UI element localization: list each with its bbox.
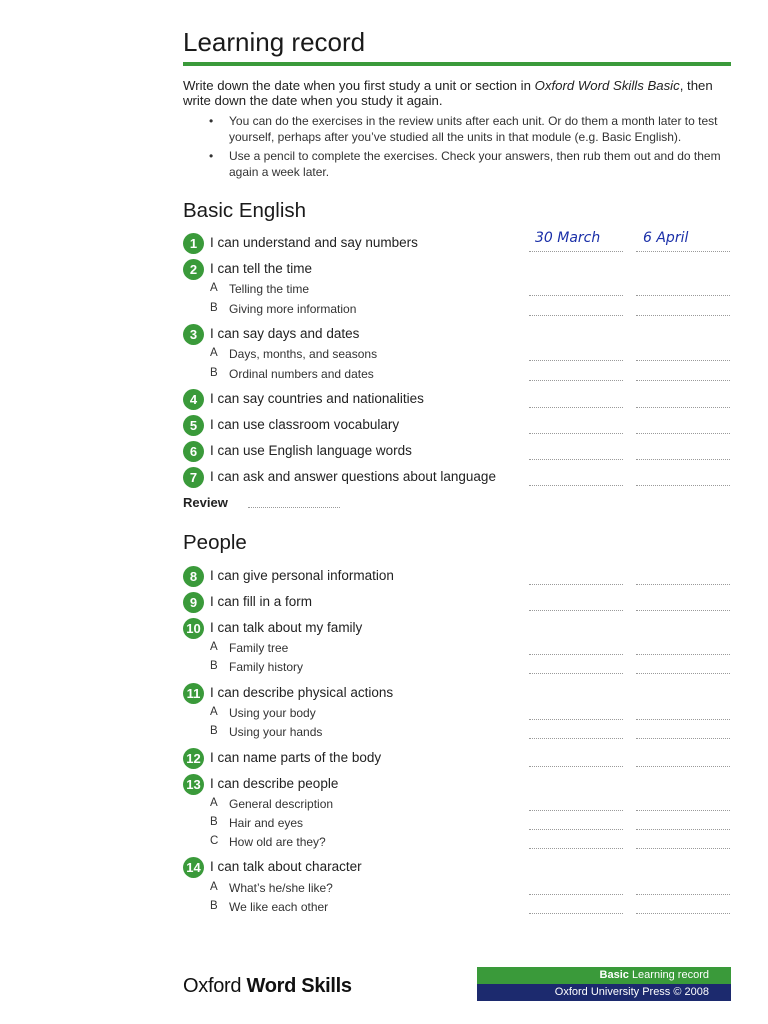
sub-section-label: Days, months, and seasons (229, 347, 378, 361)
sub-section-row (183, 833, 731, 851)
unit-row (183, 232, 731, 256)
second-study-date-field[interactable] (636, 407, 730, 408)
second-study-date-field[interactable] (636, 610, 730, 611)
instruction-item: • You can do the exercises in the review units after each unit. Or do them a month later to test yourself, perhaps after you’ve studied all the units in that module (e.g. Basic English). (205, 113, 727, 145)
sub-section-label: What’s he/she like? (229, 881, 333, 895)
sub-section-letter: B (210, 367, 218, 379)
sub-section-label: General description (229, 797, 334, 811)
instruction-item: • Use a pencil to complete the exercises. Check your answers, then rub them out and do them again a week later. (205, 148, 727, 180)
unit-number-badge: 2 (183, 259, 204, 280)
unit-number-badge: 1 (183, 233, 204, 254)
unit-number-badge: 8 (183, 566, 204, 587)
unit-number-badge: 10 (183, 618, 204, 639)
first-study-date-field[interactable] (529, 610, 623, 611)
footer-copyright-bar: Oxford University Press © 2008 (477, 984, 731, 1001)
first-study-date-field[interactable] (529, 719, 623, 720)
oxford-word-skills-logo (183, 975, 352, 998)
unit-number-badge: 14 (183, 857, 204, 878)
sub-section-row (183, 280, 731, 298)
second-study-date-field[interactable] (636, 654, 730, 655)
first-study-date-field[interactable] (529, 251, 623, 252)
second-study-date-field[interactable] (636, 829, 730, 830)
unit-label: I can fill in a form (210, 594, 313, 609)
sub-section-letter: A (210, 282, 218, 294)
second-study-date-field[interactable] (636, 380, 730, 381)
unit-label: I can name parts of the body (210, 750, 382, 765)
unit-label: I can tell the time (210, 261, 313, 276)
unit-row (183, 617, 731, 641)
unit-label: I can use classroom vocabulary (210, 417, 400, 432)
unit-label: I can ask and answer questions about language (210, 469, 496, 484)
second-study-date-handwritten: 6 April (643, 230, 689, 246)
sub-section-label: Family history (229, 660, 304, 674)
second-study-date-field[interactable] (636, 360, 730, 361)
sub-section-row (183, 723, 731, 741)
first-study-date-field[interactable] (529, 433, 623, 434)
sub-section-row (183, 814, 731, 832)
sub-section-label: Family tree (229, 641, 289, 655)
sub-section-row (183, 658, 731, 676)
intro-text-post: , then write down the date when you study it again. (183, 78, 713, 108)
first-study-date-field[interactable] (529, 459, 623, 460)
unit-row (183, 466, 731, 490)
section-title-basic-english: Basic English (183, 199, 307, 222)
sub-section-row (183, 300, 731, 318)
unit-row (183, 323, 731, 347)
unit-label: I can give personal information (210, 568, 394, 583)
unit-row (183, 414, 731, 438)
unit-row (183, 565, 731, 589)
unit-label: I can say days and dates (210, 326, 360, 341)
first-study-date-field[interactable] (529, 360, 623, 361)
sub-section-letter: A (210, 881, 218, 893)
first-study-date-field[interactable] (529, 654, 623, 655)
sub-section-letter: B (210, 660, 218, 672)
sub-section-label: Hair and eyes (229, 816, 304, 830)
title-rule (183, 62, 731, 66)
unit-row (183, 682, 731, 706)
unit-label: I can describe people (210, 776, 339, 791)
sub-section-label: How old are they? (229, 835, 326, 849)
first-study-date-field[interactable] (529, 295, 623, 296)
sub-section-label: Using your hands (229, 725, 323, 739)
second-study-date-field[interactable] (636, 738, 730, 739)
first-study-date-field[interactable] (529, 810, 623, 811)
sub-section-letter: A (210, 347, 218, 359)
second-study-date-field[interactable] (636, 848, 730, 849)
second-study-date-field[interactable] (636, 251, 730, 252)
first-study-date-field[interactable] (529, 913, 623, 914)
sub-section-letter: B (210, 900, 218, 912)
unit-number-badge: 12 (183, 748, 204, 769)
footer-page-name: Learning record (631, 969, 709, 981)
sub-section-label: We like each other (229, 900, 329, 914)
instructions-list (205, 113, 727, 183)
sub-section-letter: B (210, 302, 218, 314)
first-study-date-field[interactable] (529, 738, 623, 739)
logo-bold-text: Word Skills (246, 975, 352, 997)
sub-section-label: Giving more information (229, 302, 357, 316)
section-title-people: People (183, 531, 247, 554)
second-study-date-field[interactable] (636, 485, 730, 486)
unit-label: I can describe physical actions (210, 685, 394, 700)
sub-section-letter: A (210, 706, 218, 718)
first-study-date-field[interactable] (529, 848, 623, 849)
sub-section-row (183, 879, 731, 897)
unit-row (183, 388, 731, 412)
unit-number-badge: 13 (183, 774, 204, 795)
sub-section-row (183, 639, 731, 657)
second-study-date-field[interactable] (636, 894, 730, 895)
page-title: Learning record (183, 27, 366, 57)
second-study-date-field[interactable] (636, 459, 730, 460)
second-study-date-field[interactable] (636, 810, 730, 811)
sub-section-letter: C (210, 835, 219, 847)
sub-section-row (183, 795, 731, 813)
intro-paragraph (183, 78, 731, 108)
unit-row (183, 591, 731, 615)
unit-number-badge: 4 (183, 389, 204, 410)
first-study-date-field[interactable] (529, 894, 623, 895)
first-study-date-field[interactable] (529, 766, 623, 767)
first-study-date-field[interactable] (529, 673, 623, 674)
unit-number-badge: 11 (183, 683, 204, 704)
unit-row (183, 856, 731, 880)
first-study-date-field[interactable] (529, 584, 623, 585)
unit-number-badge: 6 (183, 441, 204, 462)
sub-section-row (183, 365, 731, 383)
unit-row (183, 773, 731, 797)
unit-number-badge: 7 (183, 467, 204, 488)
logo-regular-text: Oxford (183, 975, 247, 997)
unit-number-badge: 5 (183, 415, 204, 436)
unit-label: I can use English language words (210, 443, 412, 458)
unit-number-badge: 9 (183, 592, 204, 613)
intro-text-pre: Write down the date when you first study a unit or section in (183, 78, 535, 93)
unit-label: I can say countries and nationalities (210, 391, 424, 406)
intro-book-title: Oxford Word Skills Basic (534, 78, 680, 93)
second-study-date-field[interactable] (636, 913, 730, 914)
unit-label: I can understand and say numbers (210, 235, 418, 250)
sub-section-letter: A (210, 797, 218, 809)
review-label: Review (183, 495, 228, 510)
unit-label: I can talk about my family (210, 620, 363, 635)
footer-level-bar (477, 967, 731, 984)
unit-number-badge: 3 (183, 324, 204, 345)
sub-section-row (183, 345, 731, 363)
unit-label: I can talk about character (210, 859, 362, 874)
sub-section-label: Using your body (229, 706, 316, 720)
first-study-date-field[interactable] (529, 315, 623, 316)
unit-row (183, 440, 731, 464)
sub-section-letter: B (210, 816, 218, 828)
second-study-date-field[interactable] (636, 766, 730, 767)
sub-section-letter: A (210, 641, 218, 653)
first-study-date-field[interactable] (529, 407, 623, 408)
second-study-date-field[interactable] (636, 673, 730, 674)
sub-section-row (183, 898, 731, 916)
unit-row (183, 258, 731, 282)
sub-section-label: Telling the time (229, 282, 310, 296)
first-study-date-handwritten: 30 March (535, 230, 601, 246)
unit-row (183, 747, 731, 771)
second-study-date-field[interactable] (636, 315, 730, 316)
review-row (183, 495, 343, 513)
sub-section-letter: B (210, 725, 218, 737)
sub-section-label: Ordinal numbers and dates (229, 367, 374, 381)
footer-level-name: Basic (599, 969, 629, 981)
review-date-field[interactable] (248, 507, 340, 508)
first-study-date-field[interactable] (529, 829, 623, 830)
second-study-date-field[interactable] (636, 719, 730, 720)
first-study-date-field[interactable] (529, 485, 623, 486)
second-study-date-field[interactable] (636, 584, 730, 585)
second-study-date-field[interactable] (636, 433, 730, 434)
second-study-date-field[interactable] (636, 295, 730, 296)
first-study-date-field[interactable] (529, 380, 623, 381)
sub-section-row (183, 704, 731, 722)
